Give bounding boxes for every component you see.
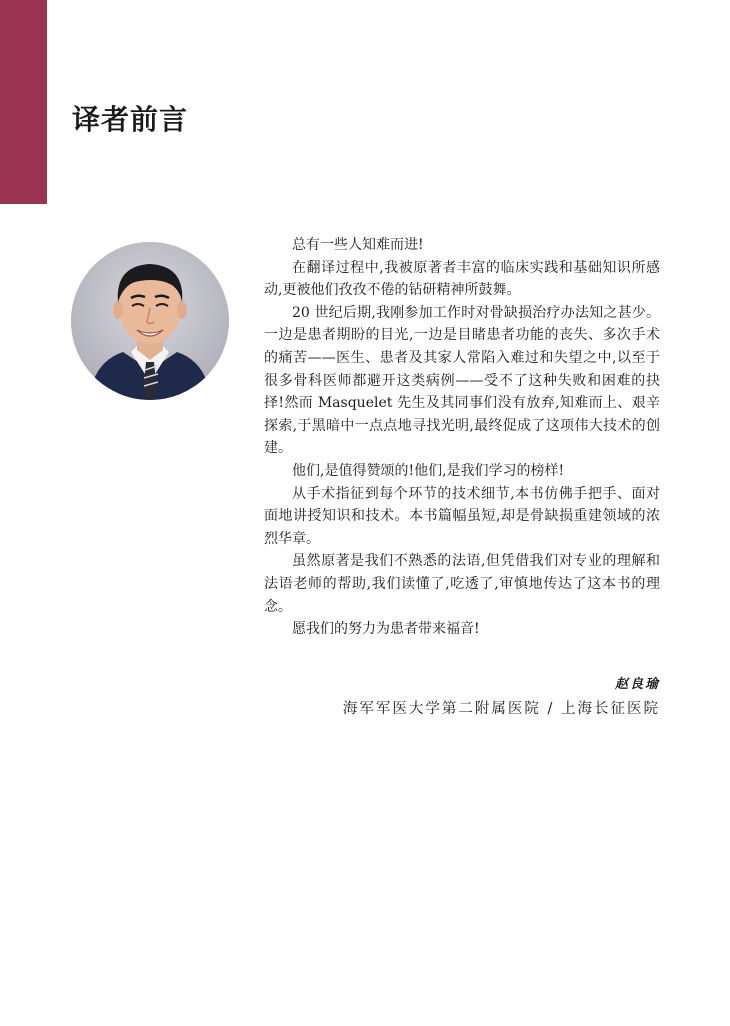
paragraph: 在翻译过程中,我被原著者丰富的临床实践和基础知识所感动,更被他们孜孜不倦的钻研精神所鼓舞。 xyxy=(264,259,660,299)
signature-block xyxy=(343,675,660,721)
portrait-illustration xyxy=(71,242,229,400)
paragraph: 他们,是值得赞颂的!他们,是我们学习的榜样! xyxy=(292,462,565,479)
author-photo xyxy=(71,242,229,400)
paragraph: 总有一些人知难而进! xyxy=(292,237,424,253)
paragraph: 20 世纪后期,我刚参加工作时对骨缺损治疗办法知之甚少。一边是患者期盼的目光,一边是目睹患者功能的丧失、多次手术的痛苦——医生、患者及其家人常陷入难过和失望之中,以至于很多骨科医师都避开这类病例——受不了这种失败和困难的抉择!然而 Masquelet 先生及其同事们没有放弃,知难而上、艰辛探索,于黑暗中一点点地寻找光明,最终促成了这项伟大技术的创建。 xyxy=(264,304,660,457)
accent-band xyxy=(0,0,47,204)
preface-body xyxy=(264,234,660,641)
translator-name: 赵良瑜 xyxy=(614,677,660,692)
translator-affiliation: 海军军医大学第二附属医院 / 上海长征医院 xyxy=(342,701,660,717)
paragraph: 虽然原著是我们不熟悉的法语,但凭借我们对专业的理解和法语老师的帮助,我们读懂了,吃透了,审慎地传达了这本书的理念。 xyxy=(264,553,660,615)
paragraph: 愿我们的努力为患者带来福音! xyxy=(292,621,480,638)
page-title: 译者前言 xyxy=(72,103,189,136)
paragraph: 从手术指征到每个环节的技术细节,本书仿佛手把手、面对面地讲授知识和技术。本书篇幅虽短,却是骨缺损重建领域的浓烈华章。 xyxy=(264,485,660,547)
